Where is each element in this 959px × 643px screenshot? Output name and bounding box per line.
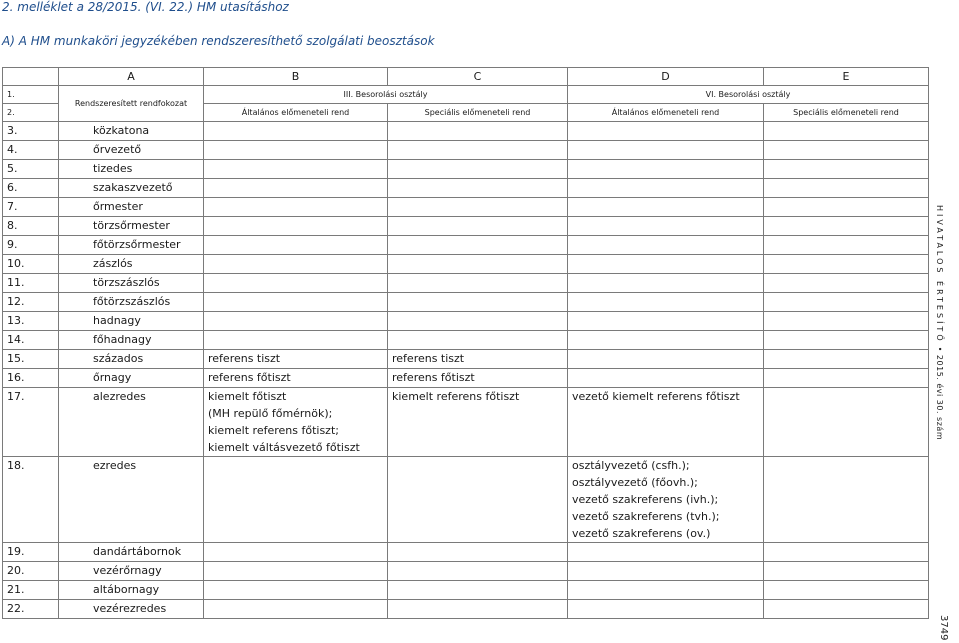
- position-cell-b: [204, 217, 388, 236]
- position-title: (MH repülő főmérnök);: [208, 407, 333, 420]
- row-number: 6.: [3, 179, 59, 198]
- position-cell-d: [568, 236, 764, 255]
- position-cell-e: [764, 388, 929, 457]
- position-cell-c: [388, 457, 568, 543]
- table-row: [3, 198, 929, 217]
- row-number: 2.: [3, 104, 59, 122]
- row-number: 1.: [3, 86, 59, 104]
- position-cell-c: [388, 600, 568, 619]
- position-cell-e: [764, 198, 929, 217]
- rank-column-header: Rendszeresített rendfokozat: [59, 86, 204, 122]
- col-letter-c: C: [388, 68, 568, 86]
- table-row: [3, 369, 929, 388]
- position-cell-d: [568, 600, 764, 619]
- rank-cell: vezérezredes: [59, 600, 204, 619]
- rank-cell: őrvezető: [59, 141, 204, 160]
- position-cell-c: [388, 581, 568, 600]
- position-cell-b: [204, 312, 388, 331]
- position-cell-c: [388, 141, 568, 160]
- table-row: [3, 274, 929, 293]
- table-row: [3, 160, 929, 179]
- position-cell-b: [204, 179, 388, 198]
- table-row: [3, 293, 929, 312]
- class-iii-header: III. Besorolási osztály: [204, 86, 568, 104]
- position-cell-c: [388, 255, 568, 274]
- side-journal-label: [935, 205, 944, 440]
- rank-cell: vezérőrnagy: [59, 562, 204, 581]
- row-number: 19.: [3, 543, 59, 562]
- position-cell-e: [764, 122, 929, 141]
- position-title: osztályvezető (csfh.);: [572, 459, 690, 472]
- document-heading-annex: 2. melléklet a 28/2015. (VI. 22.) HM utasításhoz: [2, 0, 289, 14]
- general-track-header-iii: Általános előmeneteli rend: [204, 104, 388, 122]
- position-cell-c: [388, 198, 568, 217]
- position-cell-b: [204, 457, 388, 543]
- rank-cell: tizedes: [59, 160, 204, 179]
- position-title: kiemelt referens főtiszt: [392, 390, 520, 403]
- position-cell-b: [204, 543, 388, 562]
- rank-cell: zászlós: [59, 255, 204, 274]
- position-cell-c: [388, 160, 568, 179]
- general-track-header-vi: Általános előmeneteli rend: [568, 104, 764, 122]
- special-track-header-iii: Speciális előmeneteli rend: [388, 104, 568, 122]
- table-row: [3, 312, 929, 331]
- position-cell-d: [568, 331, 764, 350]
- position-cell-e: [764, 160, 929, 179]
- position-cell-c: [388, 179, 568, 198]
- position-cell-e: [764, 293, 929, 312]
- rank-cell: közkatona: [59, 122, 204, 141]
- table-row: [3, 581, 929, 600]
- position-cell-c: [388, 562, 568, 581]
- position-title: vezető kiemelt referens főtiszt: [572, 390, 740, 403]
- table-row: [3, 600, 929, 619]
- position-title: kiemelt váltásvezető főtiszt: [208, 441, 360, 454]
- position-cell-b: [204, 160, 388, 179]
- position-cell-b: [204, 122, 388, 141]
- col-letter-a: A: [59, 68, 204, 86]
- position-cell-d: [568, 293, 764, 312]
- row-number: 16.: [3, 369, 59, 388]
- position-cell-e: [764, 562, 929, 581]
- position-cell-b: [204, 388, 388, 457]
- position-title: vezető szakreferens (ivh.);: [572, 493, 719, 506]
- position-cell-e: [764, 179, 929, 198]
- row-number: 21.: [3, 581, 59, 600]
- position-cell-c: [388, 543, 568, 562]
- position-cell-b: [204, 198, 388, 217]
- position-cell-d: [568, 122, 764, 141]
- class-vi-header: VI. Besorolási osztály: [568, 86, 929, 104]
- position-cell-c: [388, 369, 568, 388]
- position-cell-d: [568, 141, 764, 160]
- position-cell-e: [764, 274, 929, 293]
- table-row: [3, 562, 929, 581]
- position-cell-e: [764, 600, 929, 619]
- position-cell-c: [388, 312, 568, 331]
- table-row: [3, 457, 929, 543]
- position-title: referens tiszt: [208, 352, 281, 365]
- rank-cell: ezredes: [59, 457, 204, 543]
- position-cell-d: [568, 274, 764, 293]
- special-track-header-vi: Speciális előmeneteli rend: [764, 104, 929, 122]
- position-title: osztályvezető (főovh.);: [572, 476, 698, 489]
- position-cell-e: [764, 369, 929, 388]
- journal-title: HIVATALOS ÉRTESÍTŐ: [935, 205, 944, 344]
- rank-cell: hadnagy: [59, 312, 204, 331]
- position-cell-e: [764, 236, 929, 255]
- position-cell-d: [568, 312, 764, 331]
- position-cell-e: [764, 350, 929, 369]
- row-number: 3.: [3, 122, 59, 141]
- table-row: [3, 122, 929, 141]
- position-cell-b: [204, 350, 388, 369]
- position-cell-d: [568, 388, 764, 457]
- position-cell-c: [388, 293, 568, 312]
- position-cell-b: [204, 581, 388, 600]
- empty-corner-cell: [3, 68, 59, 86]
- position-cell-d: [568, 160, 764, 179]
- rank-cell: főtörzsőrmester: [59, 236, 204, 255]
- col-letter-b: B: [204, 68, 388, 86]
- row-number: 4.: [3, 141, 59, 160]
- rank-cell: főtörzszászlós: [59, 293, 204, 312]
- position-cell-b: [204, 255, 388, 274]
- row-number: 5.: [3, 160, 59, 179]
- position-cell-b: [204, 293, 388, 312]
- table-row: [3, 255, 929, 274]
- separator-bullet: •: [935, 346, 944, 352]
- row-number: 18.: [3, 457, 59, 543]
- table-row: [3, 236, 929, 255]
- rank-cell: törzszászlós: [59, 274, 204, 293]
- row-number: 7.: [3, 198, 59, 217]
- position-cell-d: [568, 457, 764, 543]
- position-cell-c: [388, 236, 568, 255]
- position-cell-d: [568, 255, 764, 274]
- rank-cell: törzsőrmester: [59, 217, 204, 236]
- row-number: 12.: [3, 293, 59, 312]
- row-number: 17.: [3, 388, 59, 457]
- position-cell-d: [568, 581, 764, 600]
- row-number: 14.: [3, 331, 59, 350]
- rank-cell: altábornagy: [59, 581, 204, 600]
- position-cell-d: [568, 562, 764, 581]
- rank-cell: főhadnagy: [59, 331, 204, 350]
- position-cell-e: [764, 255, 929, 274]
- table-row: [3, 179, 929, 198]
- position-cell-e: [764, 331, 929, 350]
- position-cell-b: [204, 562, 388, 581]
- table-row: [3, 331, 929, 350]
- row-number: 22.: [3, 600, 59, 619]
- table-row: [3, 217, 929, 236]
- row-number: 20.: [3, 562, 59, 581]
- position-cell-b: [204, 141, 388, 160]
- position-cell-c: [388, 388, 568, 457]
- header-row-1: [3, 86, 929, 104]
- position-cell-d: [568, 217, 764, 236]
- document-heading-title: A) A HM munkaköri jegyzékében rendszeresíthető szolgálati beosztások: [2, 34, 435, 48]
- position-title: referens tiszt: [392, 352, 465, 365]
- col-letter-d: D: [568, 68, 764, 86]
- table-row: [3, 388, 929, 457]
- position-cell-d: [568, 369, 764, 388]
- table-row: [3, 350, 929, 369]
- side-journal-strip: [930, 0, 959, 643]
- rank-cell: őrmester: [59, 198, 204, 217]
- rank-cell: dandártábornok: [59, 543, 204, 562]
- position-title: vezető szakreferens (tvh.);: [572, 510, 720, 523]
- column-letter-row: [3, 68, 929, 86]
- position-cell-c: [388, 350, 568, 369]
- position-cell-b: [204, 369, 388, 388]
- rank-cell: szakaszvezető: [59, 179, 204, 198]
- position-cell-c: [388, 274, 568, 293]
- rank-cell: alezredes: [59, 388, 204, 457]
- rank-position-table: [2, 67, 929, 619]
- table-row: [3, 543, 929, 562]
- row-number: 13.: [3, 312, 59, 331]
- position-cell-b: [204, 600, 388, 619]
- col-letter-e: E: [764, 68, 929, 86]
- position-title: vezető szakreferens (ov.): [572, 527, 711, 540]
- position-title: referens főtiszt: [392, 371, 475, 384]
- position-cell-b: [204, 331, 388, 350]
- position-cell-d: [568, 198, 764, 217]
- row-number: 10.: [3, 255, 59, 274]
- position-cell-e: [764, 543, 929, 562]
- position-cell-c: [388, 122, 568, 141]
- position-cell-e: [764, 312, 929, 331]
- issue-label: 2015. évi 30. szám: [935, 354, 944, 441]
- row-number: 15.: [3, 350, 59, 369]
- row-number: 9.: [3, 236, 59, 255]
- position-cell-e: [764, 581, 929, 600]
- position-cell-d: [568, 350, 764, 369]
- position-cell-d: [568, 543, 764, 562]
- position-cell-e: [764, 141, 929, 160]
- position-title: kiemelt referens főtiszt;: [208, 424, 339, 437]
- page-number: 3749: [938, 615, 949, 641]
- table-row: [3, 141, 929, 160]
- position-cell-b: [204, 274, 388, 293]
- position-title: referens főtiszt: [208, 371, 291, 384]
- rank-cell: százados: [59, 350, 204, 369]
- position-cell-d: [568, 179, 764, 198]
- row-number: 8.: [3, 217, 59, 236]
- position-cell-b: [204, 236, 388, 255]
- position-cell-e: [764, 457, 929, 543]
- position-cell-e: [764, 217, 929, 236]
- row-number: 11.: [3, 274, 59, 293]
- rank-cell: őrnagy: [59, 369, 204, 388]
- position-cell-c: [388, 217, 568, 236]
- position-title: kiemelt főtiszt: [208, 390, 287, 403]
- position-cell-c: [388, 331, 568, 350]
